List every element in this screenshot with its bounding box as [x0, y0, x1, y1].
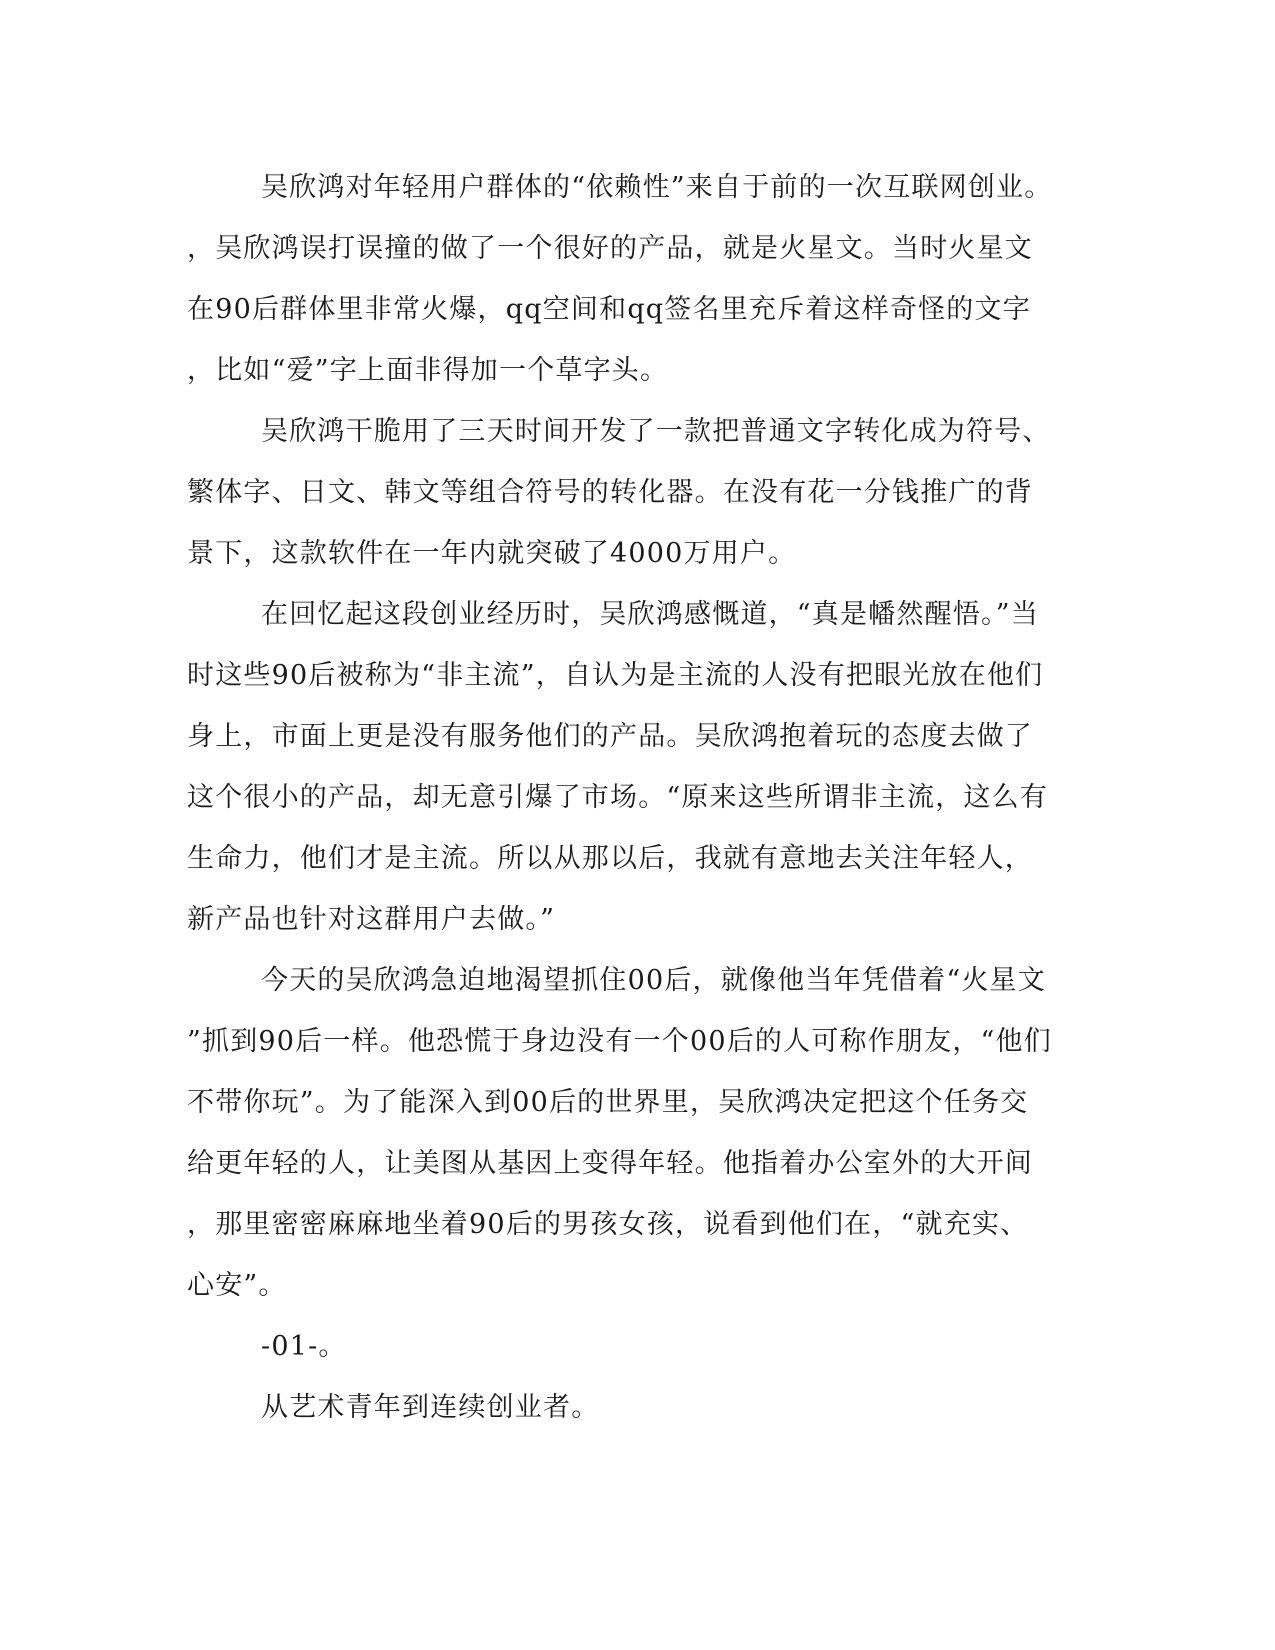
paragraph-line: 繁体字、日文、韩文等组合符号的转化器。在没有花一分钱推广的背 — [187, 477, 1033, 508]
paragraph-line: ”抓到90后一样。他恐慌于身边没有一个00后的人可称作朋友，“他们 — [187, 1026, 1052, 1057]
document-body — [187, 157, 1077, 1438]
paragraph-line: 在回忆起这段创业经历时，吴欣鸿感慨道，“真是幡然醒悟。”当 — [261, 599, 1039, 630]
paragraph-line: 时这些90后被称为“非主流”，自认为是主流的人没有把眼光放在他们 — [187, 660, 1044, 691]
paragraph-line: 这个很小的产品，却无意引爆了市场。“原来这些所谓非主流，这么有 — [187, 782, 1049, 813]
paragraph-line: 身上，市面上更是没有服务他们的产品。吴欣鸿抱着玩的态度去做了 — [187, 721, 1033, 752]
paragraph-line: 吴欣鸿对年轻用户群体的“依赖性”来自于前的一次互联网创业。 — [261, 172, 1053, 203]
paragraph-line: ，吴欣鸿误打误撞的做了一个很好的产品，就是火星文。当时火星文 — [187, 233, 1033, 264]
paragraph-line: 景下，这款软件在一年内就突破了4000万用户。 — [187, 538, 797, 569]
paragraph-line: 今天的吴欣鸿急迫地渴望抓住00后，就像他当年凭借着“火星文 — [261, 965, 1046, 996]
paragraph-line: 在90后群体里非常火爆，qq空间和qq签名里充斥着这样奇怪的文字 — [187, 294, 1031, 325]
paragraph-line: 生命力，他们才是主流。所以从那以后，我就有意地去关注年轻人， — [187, 843, 1033, 874]
paragraph-line: 新产品也针对这群用户去做。” — [187, 904, 556, 935]
section-heading: 从艺术青年到连续创业者。 — [261, 1392, 600, 1423]
paragraph-line: 给更年轻的人，让美图从基因上变得年轻。他指着办公室外的大开间 — [187, 1148, 1033, 1179]
paragraph-line: ，那里密密麻麻地坐着90后的男孩女孩，说看到他们在，“就充实、 — [187, 1209, 1029, 1240]
section-number: -01-。 — [261, 1331, 347, 1362]
paragraph-line: 心安”。 — [187, 1270, 287, 1301]
paragraph-line: 吴欣鸿干脆用了三天时间开发了一款把普通文字转化成为符号、 — [261, 416, 1051, 447]
paragraph-line: 不带你玩”。为了能深入到00后的世界里，吴欣鸿决定把这个任务交 — [187, 1087, 1029, 1118]
paragraph-line: ，比如“爱”字上面非得加一个草字头。 — [187, 355, 669, 386]
